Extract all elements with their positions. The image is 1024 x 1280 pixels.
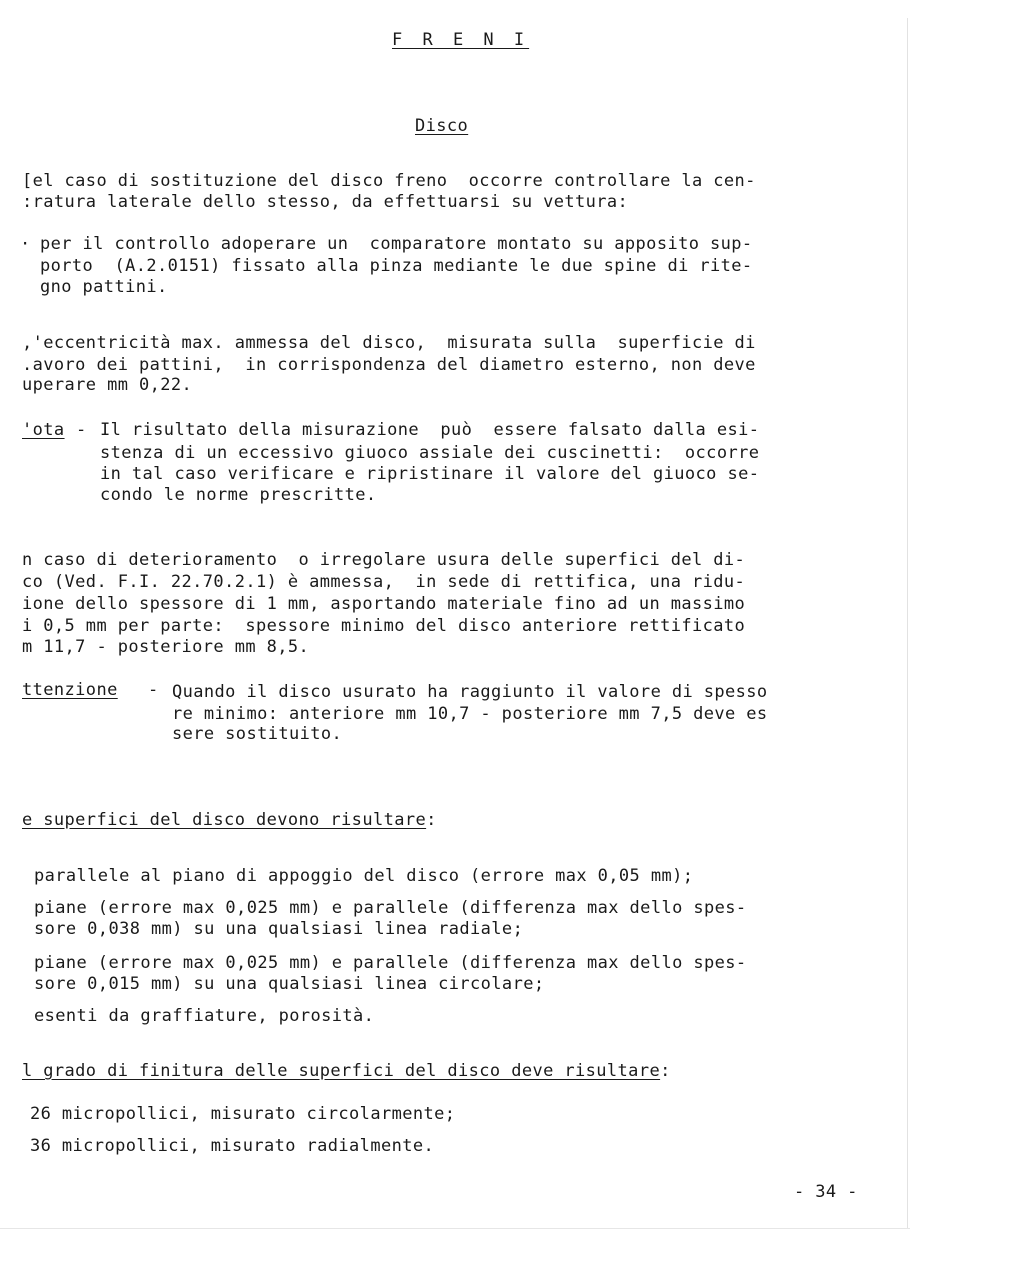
intro-line: [el caso di sostituzione del disco freno occorre controllare la cen-	[22, 171, 756, 191]
bullet-line: porto (A.2.0151) fissato alla pinza mediante le due spine di rite-	[40, 256, 753, 276]
surfaces-heading-row	[22, 810, 437, 831]
page-title: F R E N I	[392, 30, 530, 50]
surfaces-item: esenti da graffiature, porosità.	[34, 1006, 375, 1026]
wear-line: m 11,7 - posteriore mm 8,5.	[22, 637, 310, 657]
wear-line: n caso di deterioramento o irregolare usura delle superfici del di-	[22, 550, 746, 570]
surfaces-heading-colon: :	[426, 810, 437, 830]
surfaces-item: piane (errore max 0,025 mm) e parallele (differenza max dello spes-	[34, 898, 747, 918]
attention-line: re minimo: anteriore mm 10,7 - posteriore mm 7,5 deve es	[172, 704, 768, 724]
note-line: stenza di un eccessivo giuoco assiale dei cuscinetti: occorre	[100, 443, 760, 463]
intro-line: :ratura laterale dello stesso, da effettuarsi su vettura:	[22, 192, 629, 212]
eccentricity-line: .avoro dei pattini, in corrispondenza del diametro esterno, non deve	[22, 355, 756, 375]
eccentricity-line: uperare mm 0,22.	[22, 375, 193, 395]
wear-line: ione dello spessore di 1 mm, asportando materiale fino ad un massimo	[22, 594, 746, 614]
attention-line: Quando il disco usurato ha raggiunto il valore di spesso	[172, 682, 768, 702]
page-number: - 34 -	[794, 1182, 858, 1202]
surfaces-item: parallele al piano di appoggio del disco (errore max 0,05 mm);	[34, 866, 694, 886]
eccentricity-line: ,'eccentricità max. ammessa del disco, misurata sulla superficie di	[22, 333, 756, 353]
note-line: condo le norme prescritte.	[100, 485, 377, 505]
finish-item: 26 micropollici, misurato circolarmente;	[30, 1104, 456, 1124]
finish-item: 36 micropollici, misurato radialmente.	[30, 1136, 435, 1156]
bullet-line: per il controllo adoperare un comparatore montato su apposito sup-	[40, 234, 753, 254]
scan-edge-right	[907, 18, 908, 1228]
attention-line: sere sostituito.	[172, 724, 343, 744]
bullet-marker: ·	[20, 234, 31, 254]
attention-dash: -	[148, 680, 159, 700]
finish-heading: l grado di finitura delle superfici del disco deve risultare	[22, 1061, 661, 1081]
surfaces-item: sore 0,038 mm) su una qualsiasi linea radiale;	[34, 919, 524, 939]
wear-line: co (Ved. F.I. 22.70.2.1) è ammessa, in sede di rettifica, una ridu-	[22, 572, 746, 592]
attention-label: ttenzione	[22, 680, 118, 700]
note-line: Il risultato della misurazione può essere falsato dalla esi-	[100, 420, 760, 440]
note-label: 'ota	[22, 420, 65, 440]
finish-heading-colon: :	[660, 1061, 671, 1081]
scan-edge-bottom	[0, 1228, 910, 1229]
surfaces-item: sore 0,015 mm) su una qualsiasi linea circolare;	[34, 974, 545, 994]
note-line: in tal caso verificare e ripristinare il valore del giuoco se-	[100, 464, 760, 484]
note-dash: -	[76, 420, 87, 440]
wear-line: i 0,5 mm per parte: spessore minimo del disco anteriore rettificato	[22, 616, 746, 636]
surfaces-item: piane (errore max 0,025 mm) e parallele (differenza max dello spes-	[34, 953, 747, 973]
finish-heading-row	[22, 1061, 671, 1082]
bullet-line: gno pattini.	[40, 277, 168, 297]
surfaces-heading: e superfici del disco devono risultare	[22, 810, 427, 830]
section-title: Disco	[415, 116, 469, 136]
